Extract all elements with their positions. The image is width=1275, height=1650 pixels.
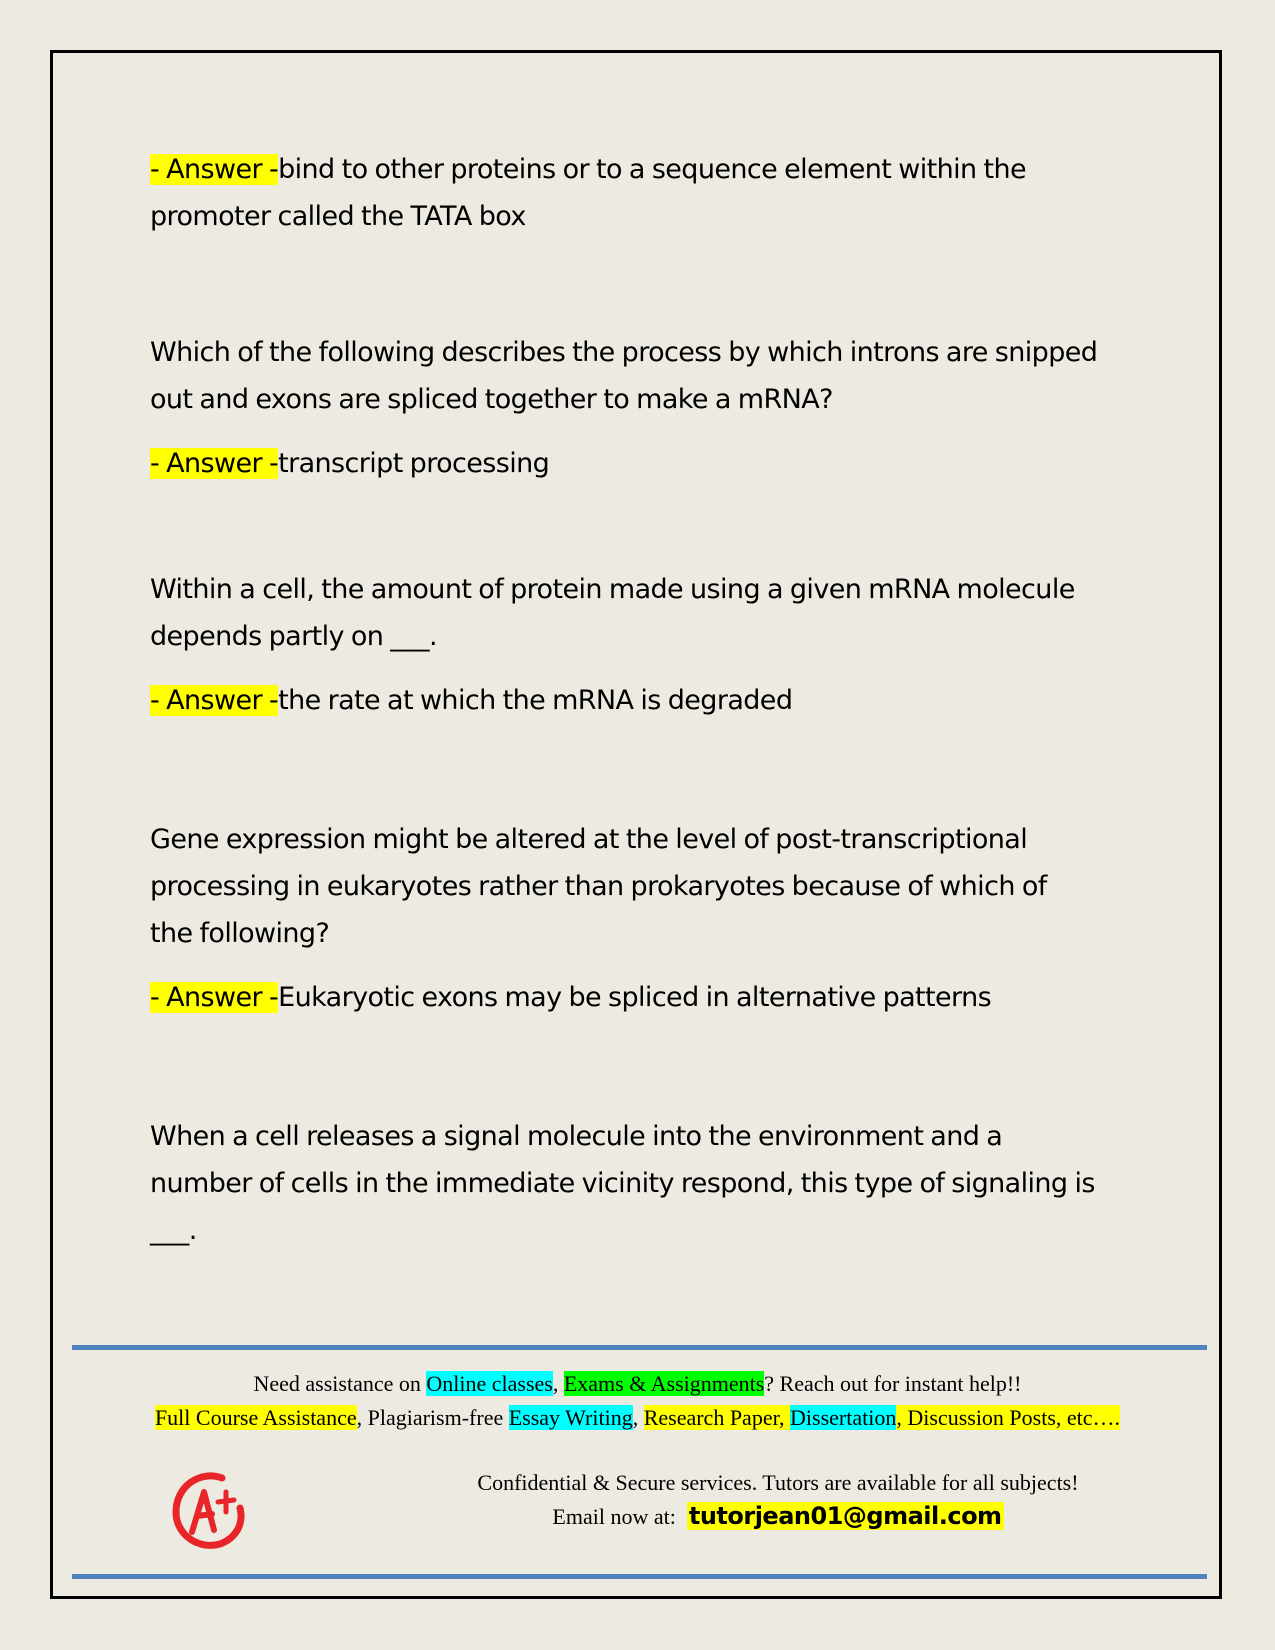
- question-text: Gene expression might be altered at the level of post-transcriptional processing in eukaryotes rather than prokaryotes because of which of the following?: [150, 824, 1047, 949]
- exams-highlight: Exams & Assignments: [563, 1371, 765, 1396]
- footer-text: , Plagiarism-free: [356, 1405, 509, 1430]
- footer-email-line: [328, 1502, 1228, 1531]
- online-classes-highlight: Online classes: [426, 1371, 553, 1396]
- answer-text: the rate at which the mRNA is degraded: [278, 685, 793, 716]
- footer-line-2: [0, 1404, 1275, 1432]
- answer-text: bind to other proteins or to a sequence element within the promoter called the TATA box: [150, 154, 1027, 232]
- answer-tag: - Answer -: [150, 154, 279, 185]
- email-link[interactable]: tutorjean01@gmail.com: [688, 1502, 1002, 1530]
- footer-rule-top: [72, 1345, 1207, 1350]
- essay-writing-highlight: Essay Writing: [508, 1405, 633, 1430]
- qa-item: [150, 329, 1130, 487]
- question-text: Which of the following describes the process by which introns are snipped out and exons are spliced together to make a mRNA?: [150, 337, 1098, 415]
- email-label: Email now at:: [552, 1504, 676, 1529]
- footer-text: ,: [552, 1371, 564, 1396]
- footer-text: ,: [896, 1405, 908, 1430]
- qa-item: [150, 1113, 1130, 1254]
- qa-item: [150, 816, 1130, 1021]
- footer-line-1: [0, 1370, 1275, 1398]
- qa-item: [150, 566, 1130, 724]
- question-text: Within a cell, the amount of protein made using a given mRNA molecule depends partly on ___.: [150, 574, 1075, 652]
- full-course-highlight: Full Course Assistance: [154, 1405, 357, 1430]
- answer-tag: - Answer -: [150, 685, 279, 716]
- footer-text: ? Reach out for instant help!!: [764, 1371, 1022, 1396]
- answer-tag: - Answer -: [150, 982, 279, 1013]
- answer-line: [150, 146, 1130, 240]
- footer-text: Need assistance on: [253, 1371, 427, 1396]
- answer-line: [150, 677, 1130, 724]
- a-plus-logo-icon: [170, 1468, 250, 1552]
- answer-text: Eukaryotic exons may be spliced in alternative patterns: [278, 982, 992, 1013]
- answer-line: [150, 974, 1130, 1021]
- research-paper-highlight: Research Paper,: [643, 1405, 791, 1430]
- footer-text: ,: [632, 1405, 644, 1430]
- answer-text: transcript processing: [278, 448, 550, 479]
- dissertation-highlight: Dissertation: [790, 1405, 897, 1430]
- footer-rule-bottom: [72, 1574, 1207, 1579]
- discussion-posts-highlight: Discussion Posts, etc….: [907, 1405, 1121, 1430]
- footer-line-3: Confidential & Secure services. Tutors are available for all subjects!: [477, 1470, 1079, 1495]
- answer-line: [150, 440, 1130, 487]
- question-text: When a cell releases a signal molecule into the environment and a number of cells in the immediate vicinity respond, this type of signaling is ___.: [150, 1121, 1095, 1246]
- answer-tag: - Answer -: [150, 448, 279, 479]
- qa-item: [150, 146, 1130, 240]
